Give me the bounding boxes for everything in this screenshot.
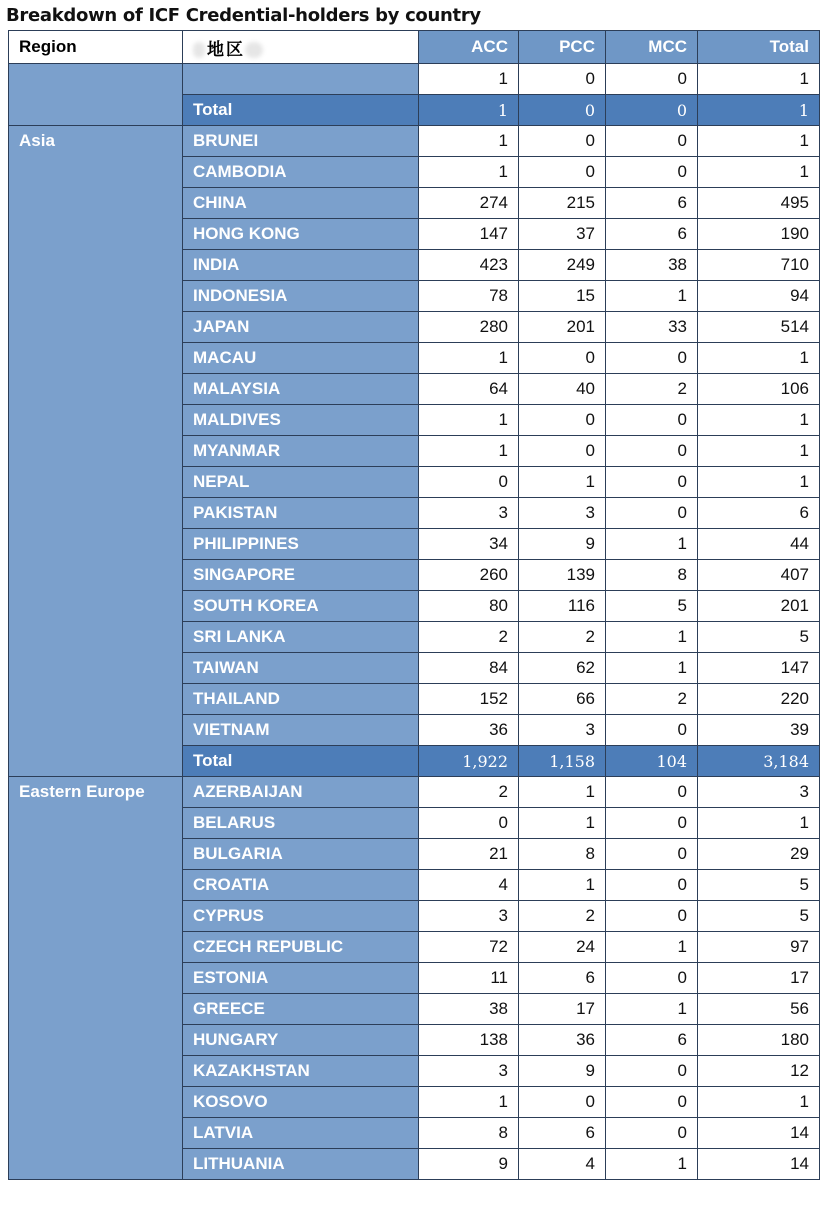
acc-cell: 64 (419, 374, 519, 405)
mcc-cell: 38 (606, 250, 698, 281)
total-cell: 514 (698, 312, 820, 343)
mcc-total-cell: 104 (606, 746, 698, 777)
total-cell: 3 (698, 777, 820, 808)
total-cell: 14 (698, 1118, 820, 1149)
total-cell: 1 (698, 436, 820, 467)
acc-cell: 3 (419, 498, 519, 529)
pcc-cell: 66 (519, 684, 606, 715)
total-cell: 220 (698, 684, 820, 715)
table-body (9, 64, 820, 1180)
redaction-mark (245, 42, 263, 58)
acc-cell: 1 (419, 436, 519, 467)
country-cell: VIETNAM (183, 715, 419, 746)
acc-cell: 0 (419, 808, 519, 839)
total-cell: 407 (698, 560, 820, 591)
country-cell: TAIWAN (183, 653, 419, 684)
pcc-column-header: PCC (519, 31, 606, 64)
acc-cell: 1 (419, 126, 519, 157)
mcc-cell: 0 (606, 436, 698, 467)
acc-cell: 78 (419, 281, 519, 312)
pcc-cell: 249 (519, 250, 606, 281)
pcc-cell: 215 (519, 188, 606, 219)
acc-total-cell: 1,922 (419, 746, 519, 777)
acc-cell: 1 (419, 405, 519, 436)
total-cell: 180 (698, 1025, 820, 1056)
acc-cell: 72 (419, 932, 519, 963)
acc-cell: 423 (419, 250, 519, 281)
mcc-cell: 1 (606, 1149, 698, 1180)
credential-table (8, 30, 820, 1180)
pcc-cell: 37 (519, 219, 606, 250)
mcc-cell: 0 (606, 467, 698, 498)
total-cell: 56 (698, 994, 820, 1025)
acc-cell: 260 (419, 560, 519, 591)
mcc-cell: 2 (606, 374, 698, 405)
country-cell: ESTONIA (183, 963, 419, 994)
acc-cell: 1 (419, 64, 519, 95)
header-row (9, 31, 820, 64)
country-cell: HONG KONG (183, 219, 419, 250)
total-cell: 710 (698, 250, 820, 281)
acc-cell: 84 (419, 653, 519, 684)
acc-cell: 1 (419, 1087, 519, 1118)
region-cell: Asia (9, 126, 183, 777)
pcc-cell: 8 (519, 839, 606, 870)
country-cell: SRI LANKA (183, 622, 419, 653)
country-cell: MYANMAR (183, 436, 419, 467)
mcc-cell: 2 (606, 684, 698, 715)
mcc-column-header: MCC (606, 31, 698, 64)
country-cell: CHINA (183, 188, 419, 219)
total-cell: 106 (698, 374, 820, 405)
acc-cell: 2 (419, 777, 519, 808)
acc-cell: 138 (419, 1025, 519, 1056)
total-cell: 6 (698, 498, 820, 529)
acc-cell: 274 (419, 188, 519, 219)
acc-cell: 11 (419, 963, 519, 994)
total-cell: 1 (698, 808, 820, 839)
country-cell: INDIA (183, 250, 419, 281)
total-cell: 94 (698, 281, 820, 312)
region-total-label: Total (183, 746, 419, 777)
pcc-cell: 17 (519, 994, 606, 1025)
total-cell: 190 (698, 219, 820, 250)
country-cell (183, 64, 419, 95)
country-cell: BULGARIA (183, 839, 419, 870)
acc-cell: 3 (419, 1056, 519, 1087)
mcc-cell: 0 (606, 870, 698, 901)
total-cell: 147 (698, 653, 820, 684)
acc-column-header: ACC (419, 31, 519, 64)
pcc-cell: 2 (519, 622, 606, 653)
mcc-cell: 5 (606, 591, 698, 622)
mcc-cell: 1 (606, 653, 698, 684)
table-row (9, 64, 820, 95)
pcc-cell: 201 (519, 312, 606, 343)
mcc-cell: 8 (606, 560, 698, 591)
country-cell: CZECH REPUBLIC (183, 932, 419, 963)
pcc-cell: 1 (519, 808, 606, 839)
mcc-cell: 0 (606, 715, 698, 746)
page-title: Breakdown of ICF Credential-holders by country (6, 5, 481, 26)
pcc-cell: 1 (519, 777, 606, 808)
country-cell: AZERBAIJAN (183, 777, 419, 808)
country-cell: KAZAKHSTAN (183, 1056, 419, 1087)
country-cell: JAPAN (183, 312, 419, 343)
pcc-cell: 0 (519, 343, 606, 374)
total-cell: 97 (698, 932, 820, 963)
pcc-cell: 0 (519, 64, 606, 95)
country-cell: CROATIA (183, 870, 419, 901)
acc-cell: 1 (419, 157, 519, 188)
pcc-cell: 1 (519, 870, 606, 901)
pcc-cell: 62 (519, 653, 606, 684)
acc-cell: 38 (419, 994, 519, 1025)
total-cell: 1 (698, 405, 820, 436)
acc-cell: 36 (419, 715, 519, 746)
mcc-cell: 0 (606, 1087, 698, 1118)
country-cell: INDONESIA (183, 281, 419, 312)
acc-cell: 80 (419, 591, 519, 622)
pcc-cell: 1 (519, 467, 606, 498)
pcc-cell: 116 (519, 591, 606, 622)
country-cell: MACAU (183, 343, 419, 374)
mcc-cell: 6 (606, 188, 698, 219)
country-cell: THAILAND (183, 684, 419, 715)
region-cell: Eastern Europe (9, 777, 183, 1180)
country-cell: SOUTH KOREA (183, 591, 419, 622)
total-cell: 1 (698, 1087, 820, 1118)
total-cell: 5 (698, 870, 820, 901)
pcc-cell: 15 (519, 281, 606, 312)
country-cell: CYPRUS (183, 901, 419, 932)
mcc-cell: 1 (606, 932, 698, 963)
total-cell: 1 (698, 467, 820, 498)
pcc-cell: 24 (519, 932, 606, 963)
mcc-cell: 33 (606, 312, 698, 343)
country-cell: MALDIVES (183, 405, 419, 436)
pcc-cell: 6 (519, 963, 606, 994)
mcc-cell: 0 (606, 1118, 698, 1149)
pcc-cell: 0 (519, 405, 606, 436)
pcc-cell: 3 (519, 498, 606, 529)
mcc-total-cell: 0 (606, 95, 698, 126)
total-cell: 44 (698, 529, 820, 560)
pcc-total-cell: 0 (519, 95, 606, 126)
acc-cell: 0 (419, 467, 519, 498)
acc-cell: 280 (419, 312, 519, 343)
redaction-mark (193, 42, 205, 58)
total-cell: 14 (698, 1149, 820, 1180)
total-cell: 17 (698, 963, 820, 994)
acc-cell: 9 (419, 1149, 519, 1180)
mcc-cell: 1 (606, 622, 698, 653)
country-cell: GREECE (183, 994, 419, 1025)
pcc-cell: 36 (519, 1025, 606, 1056)
mcc-cell: 6 (606, 1025, 698, 1056)
pcc-cell: 0 (519, 436, 606, 467)
country-cell: SINGAPORE (183, 560, 419, 591)
total-cell: 1 (698, 343, 820, 374)
country-cell: HUNGARY (183, 1025, 419, 1056)
country-cell: MALAYSIA (183, 374, 419, 405)
country-cell: LITHUANIA (183, 1149, 419, 1180)
acc-cell: 21 (419, 839, 519, 870)
acc-cell: 4 (419, 870, 519, 901)
region-cell (9, 64, 183, 126)
total-cell: 5 (698, 622, 820, 653)
acc-cell: 2 (419, 622, 519, 653)
country-cell: BELARUS (183, 808, 419, 839)
mcc-cell: 1 (606, 529, 698, 560)
pcc-cell: 0 (519, 157, 606, 188)
acc-cell: 147 (419, 219, 519, 250)
pcc-cell: 0 (519, 126, 606, 157)
country-column-header (183, 31, 419, 64)
table-row (9, 777, 820, 808)
total-cell: 1 (698, 64, 820, 95)
pcc-total-cell: 1,158 (519, 746, 606, 777)
pcc-cell: 139 (519, 560, 606, 591)
mcc-cell: 0 (606, 901, 698, 932)
mcc-cell: 0 (606, 1056, 698, 1087)
mcc-cell: 0 (606, 343, 698, 374)
mcc-cell: 0 (606, 808, 698, 839)
pcc-cell: 6 (519, 1118, 606, 1149)
mcc-cell: 0 (606, 64, 698, 95)
country-cell: LATVIA (183, 1118, 419, 1149)
pcc-cell: 9 (519, 1056, 606, 1087)
acc-cell: 152 (419, 684, 519, 715)
mcc-cell: 0 (606, 839, 698, 870)
country-cell: NEPAL (183, 467, 419, 498)
mcc-cell: 0 (606, 126, 698, 157)
total-cell: 201 (698, 591, 820, 622)
table-row (9, 126, 820, 157)
grand-total-cell: 3,184 (698, 746, 820, 777)
total-column-header: Total (698, 31, 820, 64)
acc-cell: 34 (419, 529, 519, 560)
total-cell: 39 (698, 715, 820, 746)
total-cell: 1 (698, 126, 820, 157)
region-column-header: Region (9, 31, 183, 64)
grand-total-cell: 1 (698, 95, 820, 126)
total-cell: 1 (698, 157, 820, 188)
acc-cell: 1 (419, 343, 519, 374)
region-total-label: Total (183, 95, 419, 126)
mcc-cell: 0 (606, 405, 698, 436)
country-cell: PHILIPPINES (183, 529, 419, 560)
country-cell: PAKISTAN (183, 498, 419, 529)
total-cell: 5 (698, 901, 820, 932)
mcc-cell: 1 (606, 281, 698, 312)
mcc-cell: 0 (606, 157, 698, 188)
country-column-header-label: 地区 (207, 39, 245, 60)
country-cell: KOSOVO (183, 1087, 419, 1118)
pcc-cell: 40 (519, 374, 606, 405)
acc-cell: 8 (419, 1118, 519, 1149)
total-cell: 29 (698, 839, 820, 870)
pcc-cell: 9 (519, 529, 606, 560)
pcc-cell: 0 (519, 1087, 606, 1118)
acc-cell: 3 (419, 901, 519, 932)
pcc-cell: 4 (519, 1149, 606, 1180)
total-cell: 12 (698, 1056, 820, 1087)
mcc-cell: 0 (606, 963, 698, 994)
total-cell: 495 (698, 188, 820, 219)
country-cell: BRUNEI (183, 126, 419, 157)
acc-total-cell: 1 (419, 95, 519, 126)
country-cell: CAMBODIA (183, 157, 419, 188)
pcc-cell: 2 (519, 901, 606, 932)
pcc-cell: 3 (519, 715, 606, 746)
mcc-cell: 6 (606, 219, 698, 250)
mcc-cell: 0 (606, 498, 698, 529)
mcc-cell: 1 (606, 994, 698, 1025)
mcc-cell: 0 (606, 777, 698, 808)
